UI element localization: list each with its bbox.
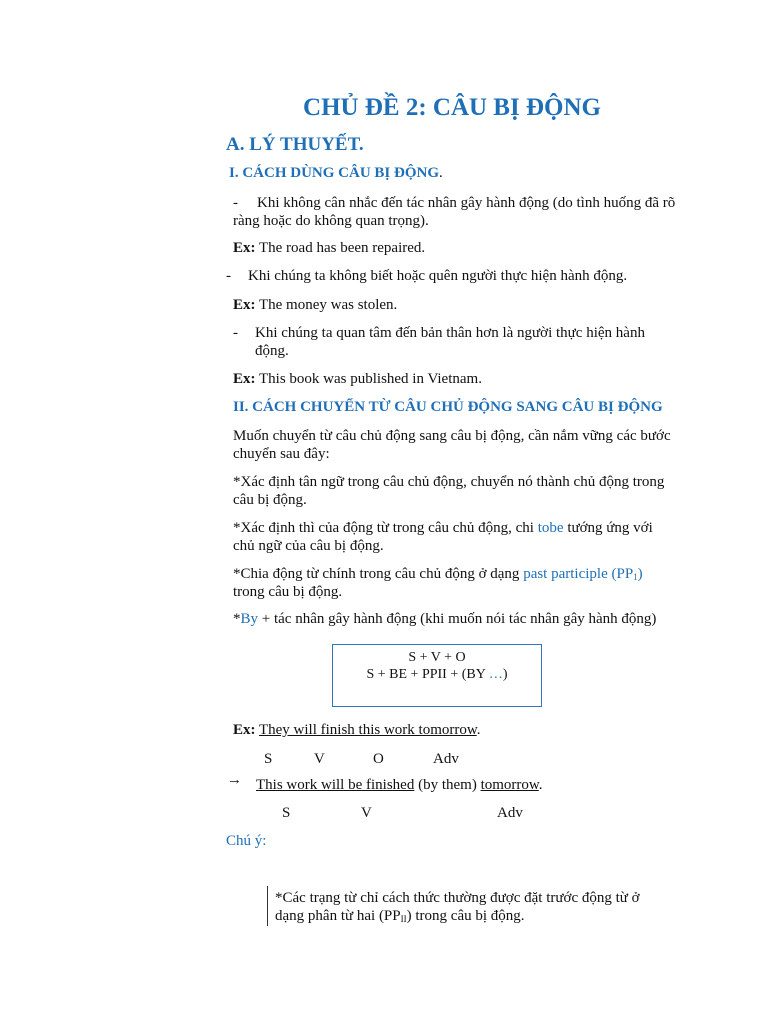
example-label: Ex: (233, 240, 256, 256)
bullet-dash: - (226, 268, 231, 284)
usage-item-1-line2: ràng hoặc do không quan trọng). (233, 213, 429, 229)
bullet-dash: - (233, 325, 238, 341)
usage-item-3-line2: động. (255, 343, 289, 359)
intro-line1: Muốn chuyển từ câu chủ động sang câu bị động, cần nắm vững các bước (233, 428, 671, 444)
role-label-v: V (361, 805, 372, 821)
step-3-sub: 1 (633, 572, 638, 582)
step-3 (233, 565, 681, 601)
example-passive (256, 776, 543, 794)
step-1-line2: câu bị động. (233, 492, 307, 508)
example-label: Ex: (233, 371, 256, 387)
step-1-line1: *Xác định tân ngữ trong câu chủ động, chuyển nó thành chủ động trong (233, 474, 665, 490)
role-label-v: V (314, 751, 325, 767)
usage-example-3 (233, 370, 482, 388)
step-4-star: * (233, 611, 241, 627)
note-line2-text: dạng phân từ hai (PP (275, 908, 401, 924)
role-label-o: O (373, 751, 384, 767)
usage-item-3-line1: Khi chúng ta quan tâm đến bản thân hơn là người thực hiện hành (255, 325, 645, 341)
example-label: Ex: (233, 722, 256, 738)
note-line1: *Các trạng từ chỉ cách thức thường được đặt trước động từ ở (275, 890, 640, 906)
section-2-intro (233, 427, 681, 463)
formula-box (332, 644, 542, 707)
step-2-highlight: tobe (537, 520, 564, 536)
usage-example-1 (233, 239, 425, 257)
example-label: Ex: (233, 297, 256, 313)
note-line2-post: ) trong câu bị động. (406, 908, 525, 924)
example-passive-agent: (by them) (414, 777, 481, 793)
step-1 (233, 473, 681, 509)
role-label-adv: Adv (433, 751, 459, 767)
step-4-text: + tác nhân gây hành động (khi muốn nói tác nhân gây hành động) (258, 611, 657, 627)
step-3-highlight: past participle (PP (523, 566, 634, 582)
example-text: The money was stolen. (258, 297, 398, 313)
example-active-sentence: They will finish this work tomorrow (258, 722, 477, 738)
role-label-adv: Adv (497, 805, 523, 821)
usage-item-1-line1: Khi không cân nhắc đến tác nhân gây hành động (do tình huống đã rõ (257, 195, 676, 211)
note-label: Chú ý: (226, 833, 267, 849)
role-label-s: S (264, 751, 273, 767)
step-3-line2: trong câu bị động. (233, 584, 343, 600)
usage-item-3 (233, 324, 681, 360)
note-line2 (275, 907, 675, 925)
step-3-text: *Chia động từ chính trong câu chủ động ở dạng (233, 566, 524, 582)
usage-item-2 (226, 267, 686, 285)
example-passive-subject-verb: This work will be finished (256, 777, 415, 793)
usage-item-1 (233, 194, 681, 230)
example-active (233, 721, 481, 739)
formula-active: S + V + O (408, 650, 466, 665)
step-4 (233, 610, 693, 628)
formula-passive (333, 666, 541, 683)
formula-passive-text: S + BE + PPII + (BY (366, 667, 489, 682)
bullet-dash: - (233, 195, 238, 211)
section-1-heading-text: I. CÁCH DÙNG CÂU BỊ ĐỘNG (229, 165, 440, 181)
example-text: The road has been repaired. (258, 240, 426, 256)
page-title: CHỦ ĐỀ 2: CÂU BỊ ĐỘNG (303, 94, 601, 121)
section-2-heading: II. CÁCH CHUYỂN TỪ CÂU CHỦ ĐỘNG SANG CÂU BỊ ĐỘNG (233, 399, 663, 415)
example-active-dot: . (476, 722, 481, 738)
example-text: This book was published in Vietnam. (258, 371, 482, 387)
arrow-icon: → (227, 772, 242, 788)
step-4-highlight: By (240, 611, 259, 627)
step-2 (233, 519, 681, 555)
section-a-heading: A. LÝ THUYẾT. (226, 134, 364, 155)
intro-line2: chuyển sau đây: (233, 446, 330, 462)
example-passive-dot: . (538, 777, 543, 793)
usage-item-2-line1: Khi chúng ta không biết hoặc quên người thực hiện hành động. (248, 268, 628, 284)
section-1-heading-dot: . (439, 165, 443, 181)
note-text (275, 889, 675, 925)
role-label-s: S (282, 805, 291, 821)
note-line2-sub: II (400, 914, 407, 924)
step-2-line2: chủ ngữ của câu bị động. (233, 538, 384, 554)
step-2-text-post: tướng ứng với (563, 520, 653, 536)
example-passive-adverb: tomorrow (480, 777, 539, 793)
step-3-close: ) (637, 566, 643, 582)
formula-passive-dots: … (488, 667, 503, 682)
note-divider (267, 886, 268, 926)
section-1-heading (229, 164, 443, 182)
formula-passive-close: ) (502, 667, 508, 682)
usage-example-2 (233, 296, 397, 314)
step-2-text: *Xác định thì của động từ trong câu chủ động, chi (233, 520, 538, 536)
